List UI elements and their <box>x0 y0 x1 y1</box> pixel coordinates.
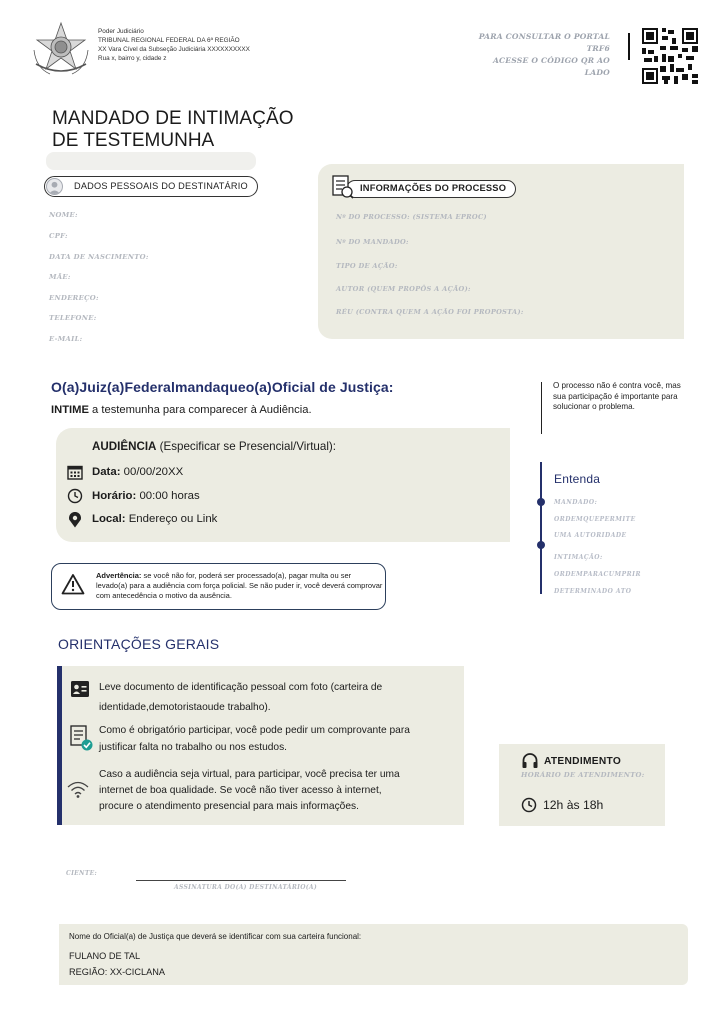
field-address: ENDEREÇO: <box>49 294 99 302</box>
guideline-2-line-1: Como é obrigatório participar, você pode pedir um comprovante para <box>99 725 410 736</box>
guideline-2-line-2: justificar falta no trabalho ou nos estudos. <box>99 742 288 753</box>
court-header <box>98 27 250 63</box>
timeline-dot <box>537 498 545 506</box>
understand-item: ORDEMQUEPERMITE <box>554 516 636 523</box>
field-email: E-MAIL: <box>49 335 83 343</box>
guideline-3-line-2: internet de boa qualidade. Se você não tiver acesso à internet, <box>99 785 382 796</box>
field-plaintiff: AUTOR (QUEM PROPÔS A AÇÃO): <box>336 285 471 293</box>
field-name: NOME: <box>49 211 78 219</box>
service-subtitle: HORÁRIO DE ATENDIMENTO: <box>521 771 645 779</box>
warning-body: se você não for, poderá ser processado(a), pagar multa ou ser levado(a) para a audiência com força policial. Se não puder ir, você deverá comprovar com antecedência o motivo da ausência. <box>96 571 383 600</box>
field-action-type: TIPO DE AÇÃO: <box>336 262 398 270</box>
guideline-3-line-1: Caso a audiência seja virtual, para participar, você precisa ter uma <box>99 769 400 780</box>
hearing-place-value: Endereço ou Link <box>125 513 218 525</box>
qr-code-icon[interactable] <box>642 28 698 84</box>
hearing-place <box>92 513 217 525</box>
field-mother: MÃE: <box>49 273 71 281</box>
personal-data-heading: DADOS PESSOAIS DO DESTINATÁRIO <box>74 181 248 191</box>
side-note-bar <box>541 382 542 434</box>
hearing-time-label: Horário: <box>92 490 137 502</box>
header-line-3: XX Vara Cível da Subseção Judiciária XXXXXXXXXX <box>98 46 250 53</box>
intime-text: a testemunha para comparecer à Audiência. <box>88 404 312 416</box>
guidelines-title: ORIENTAÇÕES GERAIS <box>58 636 220 652</box>
guideline-1-line-2: identidade,demotoristaoude trabalho). <box>99 702 271 713</box>
document-list-icon <box>332 175 354 199</box>
field-warrant-number: Nº DO MANDADO: <box>336 238 409 246</box>
headset-icon <box>521 752 539 770</box>
judge-order-heading: O(a)Juiz(a)Federalmandaqueo(a)Oficial de Justiça: <box>51 379 394 395</box>
acknowledgment-label: CIENTE: <box>66 870 97 877</box>
id-card-icon <box>70 680 90 698</box>
header-line-1: Poder Judiciário <box>98 28 144 35</box>
field-phone: TELEFONE: <box>49 314 97 322</box>
understand-item: UMA AUTORIDADE <box>554 532 627 539</box>
service-title: ATENDIMENTO <box>544 756 622 767</box>
hearing-time <box>92 490 200 502</box>
header-divider <box>628 33 630 60</box>
portal-line-1: PARA CONSULTAR O PORTAL TRF6 <box>478 32 610 53</box>
document-check-icon <box>70 725 96 753</box>
location-pin-icon <box>67 512 83 528</box>
hearing-title <box>92 440 336 453</box>
understand-item: MANDADO: <box>554 499 598 506</box>
hearing-date <box>92 466 183 478</box>
hearing-place-label: Local: <box>92 513 126 525</box>
guideline-1-line-1: Leve documento de identificação pessoal com foto (carteira de <box>99 682 383 693</box>
field-birthdate: DATA DE NASCIMENTO: <box>49 253 149 261</box>
timeline-dot <box>537 541 545 549</box>
calendar-icon <box>67 464 83 480</box>
understand-timeline <box>540 462 542 594</box>
officer-name: FULANO DE TAL <box>69 951 141 961</box>
user-avatar-icon <box>46 178 63 195</box>
hearing-time-value: 00:00 horas <box>136 490 200 502</box>
understand-item: DETERMINADO ATO <box>554 588 632 595</box>
officer-region: REGIÃO: XX-CICLANA <box>69 967 165 977</box>
understand-title: Entenda <box>554 472 601 486</box>
intime-keyword: INTIME <box>51 404 89 416</box>
hearing-date-value: 00/00/20XX <box>120 466 184 478</box>
wifi-icon <box>66 779 90 799</box>
page-title: MANDADO DE INTIMAÇÃO <box>52 108 294 129</box>
clock-icon <box>521 797 537 813</box>
understand-item: ORDEMPARACUMPRIR <box>554 571 641 578</box>
field-defendant: RÉU (CONTRA QUEM A AÇÃO FOI PROPOSTA): <box>336 308 524 316</box>
warning-label: Advertência: <box>96 571 142 580</box>
warning-text <box>96 571 384 601</box>
officer-heading: Nome do Oficial(a) de Justiça que deverá se identificar com sua carteira funcional: <box>69 932 362 941</box>
guideline-3-line-3: procure o atendimento presencial para mais informações. <box>99 801 359 812</box>
clock-icon <box>67 488 83 504</box>
header-line-2: TRIBUNAL REGIONAL FEDERAL DA 6ª REGIÃO <box>98 37 240 44</box>
page-title-line-2: DE TESTEMUNHA <box>52 130 215 151</box>
signature-line[interactable] <box>136 880 346 881</box>
intime-instruction <box>51 404 312 416</box>
portal-line-2: ACESSE O CÓDIGO QR AO LADO <box>492 56 610 77</box>
field-process-number: Nº DO PROCESSO: (SISTEMA EPROC) <box>336 213 487 221</box>
hearing-date-label: Data: <box>92 466 121 478</box>
signature-label: ASSINATURA DO(A) DESTINATÁRIO(A) <box>174 884 318 891</box>
header-line-4: Rua x, bairro y, cidade z <box>98 55 167 62</box>
side-note: O processo não é contra você, mas sua participação é importante para solucionar o problema. <box>553 381 681 412</box>
service-hours: 12h às 18h <box>543 798 604 812</box>
warning-icon <box>61 573 85 595</box>
hearing-title-rest: (Especificar se Presencial/Virtual): <box>156 440 336 453</box>
coat-of-arms-icon <box>30 20 92 78</box>
portal-instructions <box>470 31 610 79</box>
understand-item: INTIMAÇÃO: <box>554 554 603 561</box>
field-cpf: CPF: <box>49 232 68 240</box>
hearing-title-bold: AUDIÊNCIA <box>92 440 157 453</box>
guidelines-accent-bar <box>57 666 62 825</box>
process-info-heading: INFORMAÇÕES DO PROCESSO <box>360 183 507 193</box>
title-underline-strip <box>46 152 256 170</box>
